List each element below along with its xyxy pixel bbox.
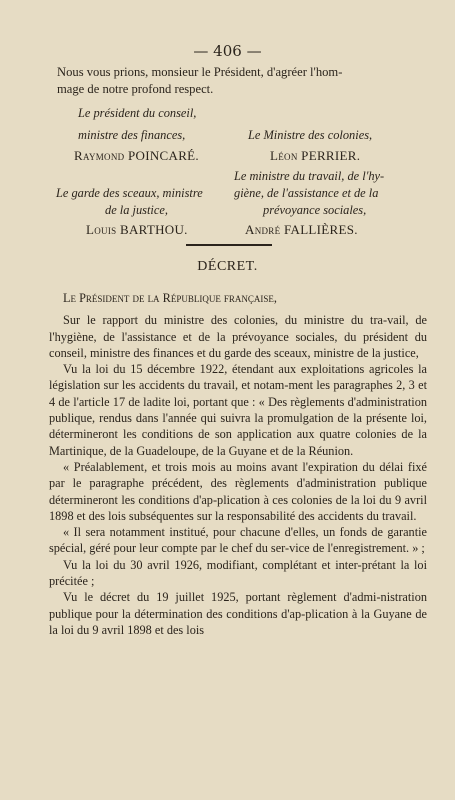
signature-barthou: Louis BARTHOU. bbox=[86, 222, 188, 237]
signature-travail-title-1: Le ministre du travail, de l'hy- bbox=[234, 169, 385, 183]
decret-heading: DÉCRET. bbox=[197, 259, 258, 274]
signature-travail-title-2: giène, de l'assistance et de la bbox=[234, 186, 379, 200]
signature-travail-title-3: prévoyance sociales, bbox=[263, 203, 367, 217]
section-divider bbox=[186, 244, 272, 246]
decret-paragraph: « Préalablement, et trois mois au moins avant l'expiration du délai fixé par le paragraphe précédent, des règlements d'administration publique détermineront les conditions d'ap-plication à ces colonies de la loi du 9 avril 1898 et des lois subséquentes sur la responsabilité des accidents du travail. bbox=[49, 459, 427, 523]
signature-poincare: Raymond POINCARÉ. bbox=[74, 148, 199, 163]
decret-preamble: Le Président de la République française, bbox=[63, 291, 277, 305]
signature-justice-title-2: de la justice, bbox=[105, 203, 168, 217]
signature-justice-title-1: Le garde des sceaux, ministre bbox=[56, 186, 203, 200]
closing-line-1: Nous vous prions, monsieur le Président, d'agréer l'hom- bbox=[57, 65, 343, 79]
decret-paragraph: Vu la loi du 30 avril 1926, modifiant, complétant et inter-prétant la loi précitée ; bbox=[49, 557, 427, 589]
closing-line-2: mage de notre profond respect. bbox=[57, 82, 214, 96]
signature-president-title: Le président du conseil, bbox=[78, 106, 197, 120]
signature-perrier: Léon PERRIER. bbox=[270, 148, 361, 163]
decret-body bbox=[49, 290, 427, 638]
decret-paragraph: Vu le décret du 19 juillet 1925, portant règlement d'admi-nistration publique pour la détermination des conditions d'ap-plication à la Guyane de la loi du 9 avril 1898 et des lois bbox=[49, 590, 427, 637]
signature-finance-title: ministre des finances, bbox=[78, 128, 186, 142]
signature-colonies-title: Le Ministre des colonies, bbox=[248, 128, 373, 142]
decret-paragraph: Sur le rapport du ministre des colonies, du ministre du tra-vail, de l'hygiène, de l'assistance et de la prévoyance sociales, du président du conseil, ministre des finances et du garde des sceaux, ministre de la justice, bbox=[49, 313, 427, 360]
decret-paragraph: « Il sera notamment institué, pour chacune d'elles, un fonds de garantie spécial, géré pour leur compte par le chef du ser-vice de l'enregistrement. » ; bbox=[49, 525, 427, 556]
decret-paragraph: Vu la loi du 15 décembre 1922, étendant aux exploitations agricoles la législation sur les accidents du travail, et notam-ment les paragraphes 2, 3 et 4 de l'article 17 de ladite loi, portant que : « Des règlements d'administration publique, rendus dans l'année qui suivra la promulgation de la présente loi, détermineront les conditions de son application aux quatre colonies de la Martinique, de la Guadeloupe, de la Guyane et de la Réunion. bbox=[49, 362, 427, 458]
page-number: — 406 — bbox=[193, 42, 262, 60]
signature-fallieres: André FALLIÈRES. bbox=[245, 222, 358, 237]
